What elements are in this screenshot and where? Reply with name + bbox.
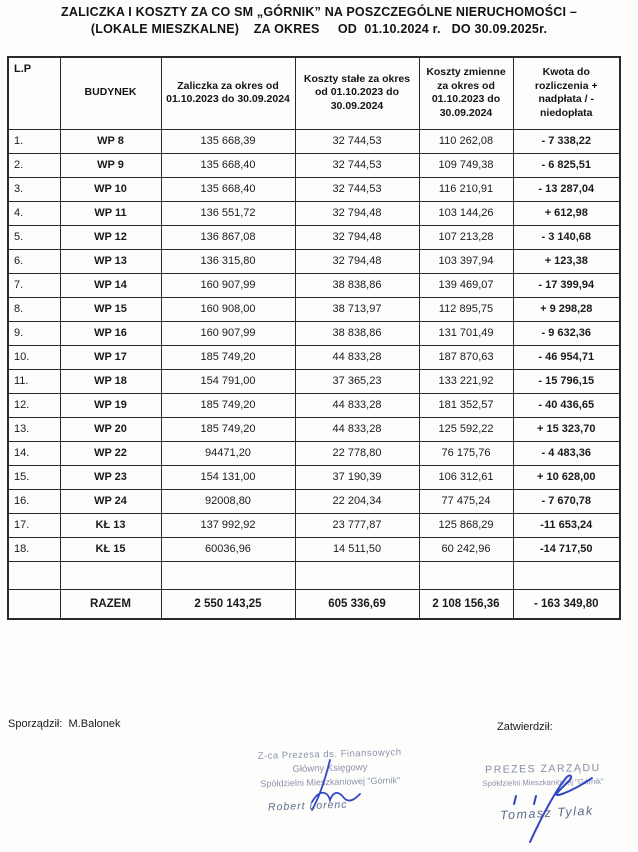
zaliczka-cell: 94471,20 xyxy=(161,441,295,465)
zaliczka-cell: 136 867,08 xyxy=(161,225,295,249)
prepared-by-name: M.Balonek xyxy=(68,718,121,730)
table-row xyxy=(8,201,620,225)
koszty-zmienne-cell: 103 144,26 xyxy=(419,201,513,225)
koszty-zmienne-cell: 76 175,76 xyxy=(419,441,513,465)
zaliczka-cell: 136 551,72 xyxy=(161,201,295,225)
lp-cell: 10. xyxy=(8,345,60,369)
table-row xyxy=(8,417,620,441)
table-row xyxy=(8,249,620,273)
koszty-stale-cell: 38 838,86 xyxy=(295,321,419,345)
koszty-stale-cell: 32 794,48 xyxy=(295,249,419,273)
budynek-cell: WP 10 xyxy=(60,177,161,201)
lp-cell: 1. xyxy=(8,129,60,153)
kwota-cell: - 6 825,51 xyxy=(513,153,620,177)
kwota-cell: + 612,98 xyxy=(513,201,620,225)
kwota-cell: + 123,38 xyxy=(513,249,620,273)
koszty-stale-cell: 32 794,48 xyxy=(295,201,419,225)
cfo-signature-name: Robert Lorenc xyxy=(267,798,348,814)
lp-cell: 17. xyxy=(8,513,60,537)
table-row xyxy=(8,273,620,297)
koszty-stale-cell: 22 778,80 xyxy=(295,441,419,465)
prepared-by-label: Sporządził: xyxy=(8,718,63,730)
budynek-cell: WP 13 xyxy=(60,249,161,273)
zaliczka-cell: 135 668,40 xyxy=(161,153,295,177)
empty-cell xyxy=(60,561,161,589)
koszty-zmienne-cell: 60 242,96 xyxy=(419,537,513,561)
lp-cell: 16. xyxy=(8,489,60,513)
koszty-stale-cell: 32 744,53 xyxy=(295,129,419,153)
empty-cell xyxy=(8,561,60,589)
costs-table xyxy=(7,56,621,620)
table-row xyxy=(8,441,620,465)
budynek-cell: WP 20 xyxy=(60,417,161,441)
zaliczka-cell: 137 992,92 xyxy=(161,513,295,537)
koszty-stale-cell: 44 833,28 xyxy=(295,417,419,441)
prepared-by-line xyxy=(8,718,121,730)
budynek-cell: WP 23 xyxy=(60,465,161,489)
kwota-cell: + 15 323,70 xyxy=(513,417,620,441)
kwota-cell: -14 717,50 xyxy=(513,537,620,561)
budynek-cell: WP 16 xyxy=(60,321,161,345)
table-row xyxy=(8,225,620,249)
koszty-zmienne-cell: 109 749,38 xyxy=(419,153,513,177)
table-row xyxy=(8,129,620,153)
koszty-zmienne-cell: 125 592,22 xyxy=(419,417,513,441)
lp-cell: 15. xyxy=(8,465,60,489)
header-lp: L.P xyxy=(8,57,60,129)
table-footer xyxy=(8,561,620,619)
koszty-stale-cell: 32 794,48 xyxy=(295,225,419,249)
zaliczka-cell: 160 907,99 xyxy=(161,321,295,345)
kwota-cell: + 9 298,28 xyxy=(513,297,620,321)
koszty-zmienne-cell: 181 352,57 xyxy=(419,393,513,417)
table-header xyxy=(8,57,620,129)
empty-cell xyxy=(161,561,295,589)
kwota-cell: -11 653,24 xyxy=(513,513,620,537)
budynek-cell: WP 15 xyxy=(60,297,161,321)
koszty-zmienne-cell: 139 469,07 xyxy=(419,273,513,297)
lp-cell: 12. xyxy=(8,393,60,417)
kwota-cell: - 7 338,22 xyxy=(513,129,620,153)
kwota-cell: - 46 954,71 xyxy=(513,345,620,369)
kwota-cell: - 13 287,04 xyxy=(513,177,620,201)
zaliczka-cell: 135 668,39 xyxy=(161,129,295,153)
koszty-stale-cell: 14 511,50 xyxy=(295,537,419,561)
title-line-1: ZALICZKA I KOSZTY ZA CO SM „GÓRNIK” NA POSZCZEGÓLNE NIERUCHOMOŚCI – xyxy=(61,5,577,19)
title-line-2: (LOKALE MIESZKALNE) ZA OKRES OD 01.10.2024 r. DO 30.09.2025r. xyxy=(90,21,548,36)
kwota-cell: - 3 140,68 xyxy=(513,225,620,249)
president-stamp-title: PREZES ZARZĄDU xyxy=(485,761,601,777)
budynek-cell: WP 19 xyxy=(60,393,161,417)
budynek-cell: WP 14 xyxy=(60,273,161,297)
koszty-stale-cell: 38 713,97 xyxy=(295,297,419,321)
table-row xyxy=(8,321,620,345)
zaliczka-cell: 136 315,80 xyxy=(161,249,295,273)
zaliczka-cell: 185 749,20 xyxy=(161,393,295,417)
zaliczka-cell: 185 749,20 xyxy=(161,345,295,369)
table-row xyxy=(8,177,620,201)
lp-cell: 8. xyxy=(8,297,60,321)
total-zaliczka: 2 550 143,25 xyxy=(161,589,295,619)
kwota-cell: + 10 628,00 xyxy=(513,465,620,489)
lp-cell: 5. xyxy=(8,225,60,249)
koszty-zmienne-cell: 103 397,94 xyxy=(419,249,513,273)
koszty-stale-cell: 44 833,28 xyxy=(295,393,419,417)
koszty-zmienne-cell: 187 870,63 xyxy=(419,345,513,369)
table-row xyxy=(8,345,620,369)
kwota-cell: - 17 399,94 xyxy=(513,273,620,297)
koszty-zmienne-cell: 133 221,92 xyxy=(419,369,513,393)
president-signature-stroke xyxy=(470,756,600,846)
budynek-cell: WP 24 xyxy=(60,489,161,513)
table-row xyxy=(8,153,620,177)
lp-cell: 14. xyxy=(8,441,60,465)
kwota-cell: - 40 436,65 xyxy=(513,393,620,417)
zaliczka-cell: 160 907,99 xyxy=(161,273,295,297)
table-row xyxy=(8,369,620,393)
koszty-stale-cell: 37 190,39 xyxy=(295,465,419,489)
budynek-cell: WP 22 xyxy=(60,441,161,465)
total-row xyxy=(8,589,620,619)
budynek-cell: WP 11 xyxy=(60,201,161,225)
koszty-zmienne-cell: 131 701,49 xyxy=(419,321,513,345)
budynek-cell: WP 18 xyxy=(60,369,161,393)
koszty-stale-cell: 22 204,34 xyxy=(295,489,419,513)
budynek-cell: WP 8 xyxy=(60,129,161,153)
lp-cell: 2. xyxy=(8,153,60,177)
koszty-zmienne-cell: 106 312,61 xyxy=(419,465,513,489)
kwota-cell: - 7 670,78 xyxy=(513,489,620,513)
koszty-zmienne-cell: 112 895,75 xyxy=(419,297,513,321)
approved-by-label: Zatwierdził: xyxy=(497,721,553,733)
cfo-stamp-title: Z-ca Prezesa ds. Finansowych xyxy=(257,747,402,762)
table-body xyxy=(8,129,620,561)
koszty-stale-cell: 23 777,87 xyxy=(295,513,419,537)
empty-cell xyxy=(295,561,419,589)
lp-cell: 6. xyxy=(8,249,60,273)
lp-cell: 3. xyxy=(8,177,60,201)
table-row xyxy=(8,297,620,321)
budynek-cell: KŁ 13 xyxy=(60,513,161,537)
total-label: RAZEM xyxy=(60,589,161,619)
cfo-stamp-company: Spółdzielni Mieszkaniowej "Górnik" xyxy=(260,774,401,789)
table-row xyxy=(8,513,620,537)
kwota-cell: - 4 483,36 xyxy=(513,441,620,465)
budynek-cell: WP 9 xyxy=(60,153,161,177)
koszty-stale-cell: 44 833,28 xyxy=(295,345,419,369)
lp-cell: 13. xyxy=(8,417,60,441)
header-zaliczka: Zaliczka za okres od 01.10.2023 do 30.09.2024 xyxy=(161,57,295,129)
budynek-cell: KŁ 15 xyxy=(60,537,161,561)
koszty-stale-cell: 38 838,86 xyxy=(295,273,419,297)
koszty-stale-cell: 32 744,53 xyxy=(295,153,419,177)
zaliczka-cell: 60036,96 xyxy=(161,537,295,561)
koszty-zmienne-cell: 107 213,28 xyxy=(419,225,513,249)
header-koszty-stale: Koszty stałe za okres od 01.10.2023 do 30.09.2024 xyxy=(295,57,419,129)
header-kwota: Kwota do rozliczenia + nadpłata / - niedopłata xyxy=(513,57,620,129)
zaliczka-cell: 185 749,20 xyxy=(161,417,295,441)
koszty-zmienne-cell: 116 210,91 xyxy=(419,177,513,201)
lp-cell: 4. xyxy=(8,201,60,225)
zaliczka-cell: 92008,80 xyxy=(161,489,295,513)
total-koszty-zmienne: 2 108 156,36 xyxy=(419,589,513,619)
zaliczka-cell: 154 791,00 xyxy=(161,369,295,393)
header-koszty-zmienne: Koszty zmienne za okres od 01.10.2023 do 30.09.2024 xyxy=(419,57,513,129)
document-title xyxy=(20,4,618,38)
koszty-zmienne-cell: 125 868,29 xyxy=(419,513,513,537)
zaliczka-cell: 154 131,00 xyxy=(161,465,295,489)
zaliczka-cell: 160 908,00 xyxy=(161,297,295,321)
budynek-cell: WP 12 xyxy=(60,225,161,249)
president-signature-name: Tomasz Tylak xyxy=(499,803,595,823)
table-row xyxy=(8,465,620,489)
total-koszty-stale: 605 336,69 xyxy=(295,589,419,619)
zaliczka-cell: 135 668,40 xyxy=(161,177,295,201)
lp-cell: 11. xyxy=(8,369,60,393)
table-row xyxy=(8,489,620,513)
kwota-cell: - 15 796,15 xyxy=(513,369,620,393)
lp-cell: 9. xyxy=(8,321,60,345)
total-kwota: - 163 349,80 xyxy=(513,589,620,619)
table-row xyxy=(8,393,620,417)
lp-cell: 18. xyxy=(8,537,60,561)
empty-row xyxy=(8,561,620,589)
lp-cell: 7. xyxy=(8,273,60,297)
koszty-zmienne-cell: 110 262,08 xyxy=(419,129,513,153)
kwota-cell: - 9 632,36 xyxy=(513,321,620,345)
header-budynek: BUDYNEK xyxy=(60,57,161,129)
president-stamp-company: Spółdzielni Mieszkaniowej "Górnik" xyxy=(482,777,604,789)
koszty-stale-cell: 32 744,53 xyxy=(295,177,419,201)
table-row xyxy=(8,537,620,561)
empty-cell xyxy=(513,561,620,589)
total-lp-cell xyxy=(8,589,60,619)
empty-cell xyxy=(419,561,513,589)
cfo-stamp-role: Główny Księgowy xyxy=(292,761,368,775)
budynek-cell: WP 17 xyxy=(60,345,161,369)
koszty-zmienne-cell: 77 475,24 xyxy=(419,489,513,513)
koszty-stale-cell: 37 365,23 xyxy=(295,369,419,393)
